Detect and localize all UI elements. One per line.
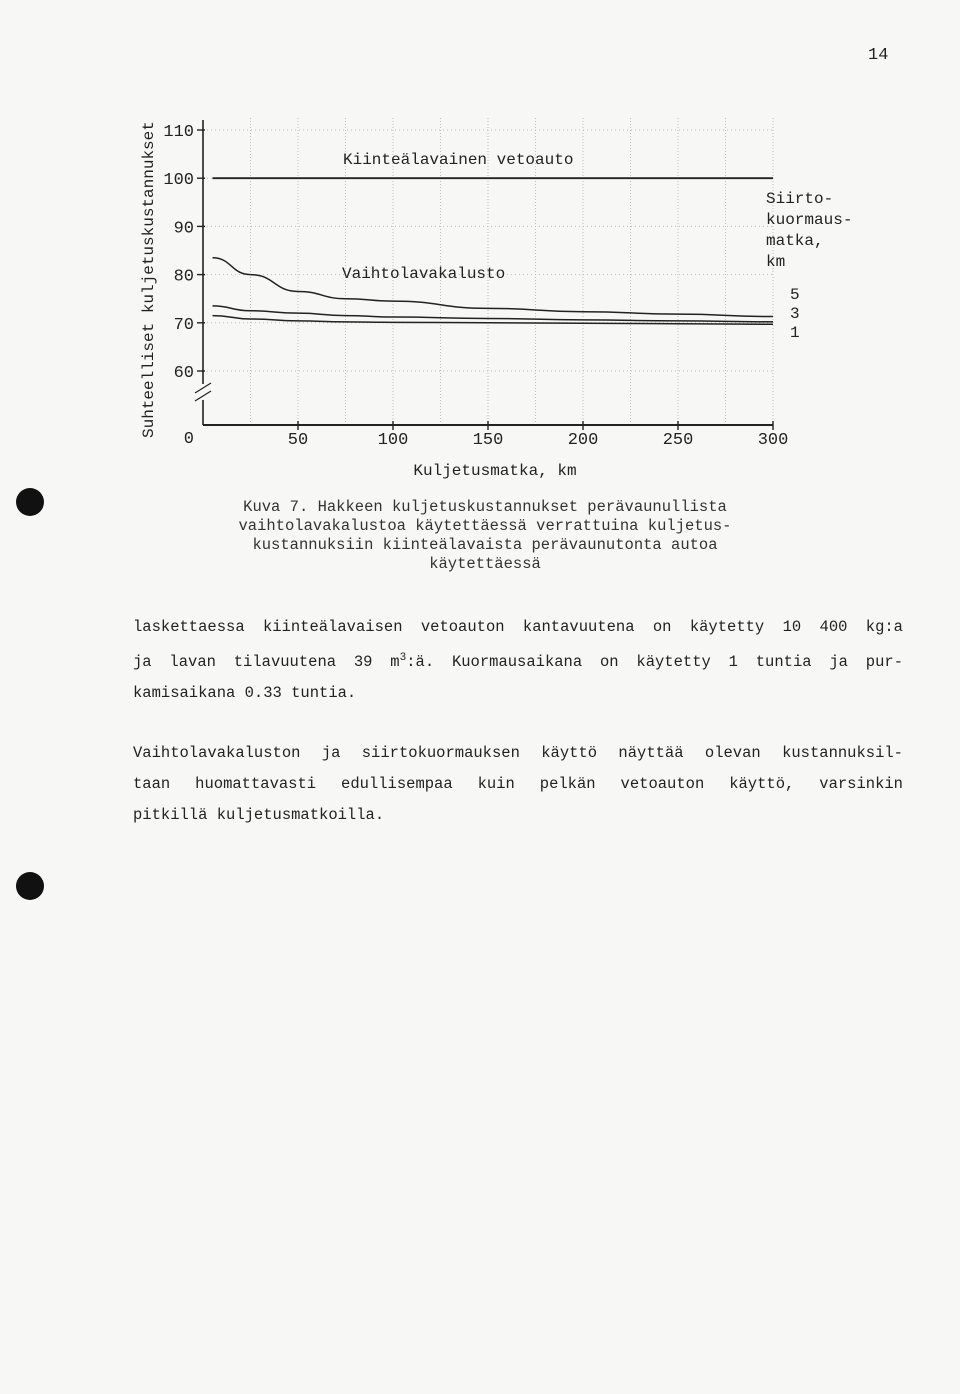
paragraph-line: pitkillä kuljetusmatkoilla. (133, 806, 385, 824)
text-span: :ä. Kuormausaikana on käytetty 1 tuntia ja pur- (406, 653, 903, 672)
x-axis-title: Kuljetusmatka, km (413, 462, 577, 480)
annotation-fixed-truck: Kiinteälavainen vetoauto (343, 151, 574, 169)
paragraph-line: Vaihtolavakaluston ja siirtokuormauksen käyttö näyttää olevan kustannuksil- (133, 744, 903, 762)
series-end-label: 3 (790, 305, 800, 323)
y-axis-title: Suhteelliset kuljetuskustannukset (140, 121, 158, 438)
series-end-label: 5 (790, 286, 800, 304)
y-tick-label: 60 (173, 364, 194, 383)
cost-chart (0, 0, 960, 490)
x-tick-label: 300 (757, 431, 789, 450)
y-tick-label: 90 (173, 219, 194, 239)
paragraph-method (133, 612, 903, 709)
chart-labels (140, 121, 852, 480)
axis-break-mark (195, 383, 211, 393)
x-tick-label: 200 (567, 431, 599, 450)
x-tick-label: 100 (377, 431, 409, 450)
paragraph-conclusion (133, 738, 903, 831)
paragraph-line: laskettaessa kiinteälavaisen vetoauton kantavuutena on käytetty 10 400 kg:a (133, 618, 903, 636)
paragraph-line: kamisaikana 0.33 tuntia. (133, 684, 357, 703)
superscript: 3 (399, 652, 407, 664)
x-tick-label: 50 (287, 431, 309, 450)
chart-series (213, 178, 774, 324)
y-tick-label: 100 (163, 171, 194, 191)
y-tick-label: 0 (183, 430, 194, 449)
paragraph-line: taan huomattavasti edullisempaa kuin pelkän vetoauton käyttö, varsinkin (133, 775, 903, 793)
caption-line: vaihtolavakalustoa käytettäessä verrattuina kuljetus- (238, 517, 732, 535)
caption-line: kustannuksiin kiinteälavaista perävaunutonta autoa (252, 536, 718, 554)
caption-line: Kuva 7. Hakkeen kuljetuskustannukset perävaunullista (243, 498, 727, 516)
text-span: ja lavan tilavuutena 39 m (133, 653, 400, 672)
legend-title-line: km (766, 253, 786, 271)
legend-title-line: kuormaus- (766, 211, 853, 229)
y-tick-label: 110 (163, 123, 194, 142)
legend-title-line: matka, (766, 232, 824, 250)
annotation-swap-body: Vaihtolavakalusto (342, 265, 506, 283)
page-number: 14 (868, 46, 889, 65)
x-tick-label: 250 (662, 431, 694, 450)
axis-break-mark (195, 391, 211, 401)
figure-caption (205, 498, 765, 574)
binder-hole-top (16, 488, 44, 516)
binder-hole-bottom (16, 872, 44, 900)
y-tick-label: 70 (173, 315, 194, 335)
x-tick-label: 150 (472, 431, 504, 450)
series-line-transfer-1km (213, 316, 774, 325)
legend-title-line: Siirto- (766, 190, 834, 208)
paragraph-line (133, 643, 903, 678)
caption-line: käytettäessä (429, 555, 541, 573)
y-tick-label: 80 (173, 267, 194, 287)
series-end-label: 1 (790, 324, 800, 342)
